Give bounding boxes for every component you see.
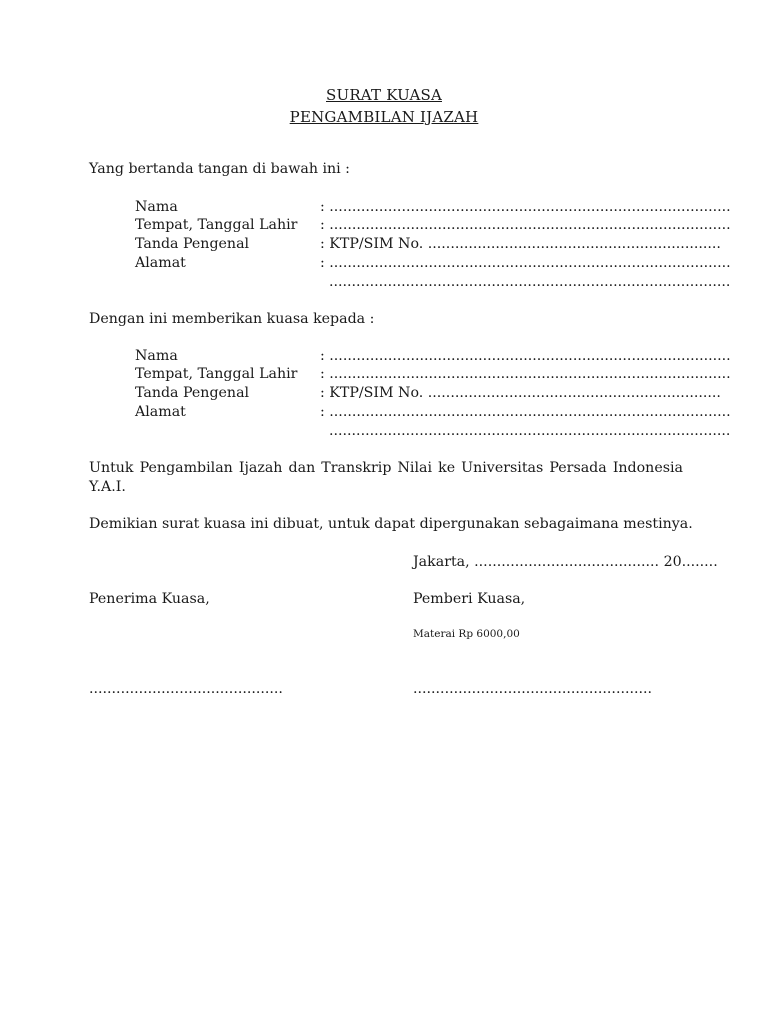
field-value-ttl: : ......................................................................................... — [320, 217, 731, 233]
field-label-nama: Nama — [135, 199, 178, 215]
field-value-pengenal: : KTP/SIM No. ................................................................. — [320, 385, 721, 401]
field-value-nama: : ......................................................................................... — [320, 348, 731, 364]
section1-intro: Yang bertanda tangan di bawah ini : — [89, 161, 350, 177]
receiver-label: Penerima Kuasa, — [89, 591, 210, 607]
receiver-signature-line: ........................................... — [89, 681, 283, 697]
field-value-alamat: : ......................................................................................... — [320, 404, 731, 420]
section2-intro: Dengan ini memberikan kuasa kepada : — [89, 311, 375, 327]
field-label-ttl: Tempat, Tanggal Lahir — [135, 366, 298, 382]
field-label-pengenal: Tanda Pengenal — [135, 236, 250, 252]
field-label-pengenal: Tanda Pengenal — [135, 385, 250, 401]
field-alamat-continuation: ......................................................................................... — [329, 274, 731, 290]
field-alamat-continuation: ......................................................................................... — [329, 423, 731, 439]
place-date: Jakarta, ......................................... 20........ — [413, 554, 718, 570]
field-value-alamat: : ......................................................................................... — [320, 255, 731, 271]
field-label-alamat: Alamat — [135, 404, 186, 420]
field-value-pengenal: : KTP/SIM No. ................................................................. — [320, 236, 721, 252]
giver-signature-line: ..................................................... — [413, 681, 653, 697]
closing-paragraph: Demikian surat kuasa ini dibuat, untuk dapat dipergunakan sebagaimana mestinya. — [89, 516, 693, 532]
stamp-note: Materai Rp 6000,00 — [413, 628, 520, 640]
field-value-nama: : ......................................................................................... — [320, 199, 731, 215]
title-line-1: SURAT KUASA — [326, 86, 442, 104]
giver-label: Pemberi Kuasa, — [413, 591, 526, 607]
field-label-nama: Nama — [135, 348, 178, 364]
field-label-ttl: Tempat, Tanggal Lahir — [135, 217, 298, 233]
title-line-2: PENGAMBILAN IJAZAH — [289, 108, 479, 126]
field-label-alamat: Alamat — [135, 255, 186, 271]
purpose-paragraph: Untuk Pengambilan Ijazah dan Transkrip Nilai ke Universitas Persada Indonesia Y.A.I. — [89, 460, 683, 495]
field-value-ttl: : ......................................................................................... — [320, 366, 731, 382]
